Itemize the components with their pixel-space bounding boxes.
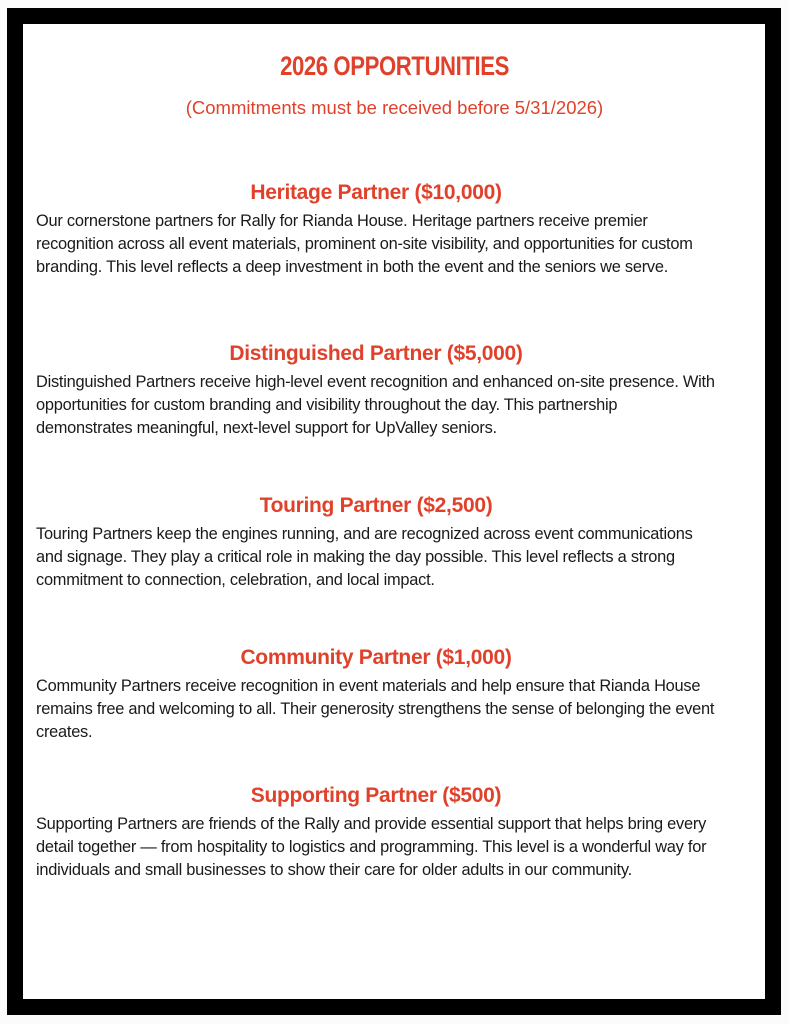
section-heading: Distinguished Partner ($5,000)	[229, 342, 523, 365]
section-heritage	[36, 180, 716, 279]
section-distinguished	[36, 341, 716, 440]
section-heading: Supporting Partner ($500)	[250, 784, 502, 807]
section-community	[36, 645, 716, 744]
section-supporting	[36, 783, 716, 882]
section-touring	[36, 493, 716, 592]
section-heading: Touring Partner ($2,500)	[259, 494, 493, 517]
page-subtitle: (Commitments must be received before 5/31/2026)	[185, 97, 604, 118]
page-title: 2026 OPPORTUNITIES	[280, 51, 509, 81]
section-body: Distinguished Partners receive high-level event recognition and enhanced on-site presence. With opportunities for custom branding and visibility throughout the day. This partnership demonstrates meaningful, next-level support for UpValley seniors.	[36, 373, 715, 437]
section-body: Touring Partners keep the engines running, and are recognized across event communications and signage. They play a critical role in making the day possible. This level reflects a strong commitment to connection, celebration, and local impact.	[36, 525, 693, 589]
section-body: Our cornerstone partners for Rally for Rianda House. Heritage partners receive premier recognition across all event materials, prominent on-site visibility, and opportunities for custom branding. This level reflects a deep investment in both the event and the seniors we serve.	[36, 212, 693, 276]
section-heading: Heritage Partner ($10,000)	[250, 181, 502, 204]
section-heading: Community Partner ($1,000)	[240, 646, 512, 669]
section-body: Supporting Partners are friends of the Rally and provide essential support that helps bring every detail together — from hospitality to logistics and programming. This level is a wonderful way for individuals and small businesses to show their care for older adults in our community.	[36, 815, 707, 879]
section-body: Community Partners receive recognition in event materials and help ensure that Rianda House remains free and welcoming to all. Their generosity strengthens the sense of belonging the event creates.	[36, 677, 715, 741]
